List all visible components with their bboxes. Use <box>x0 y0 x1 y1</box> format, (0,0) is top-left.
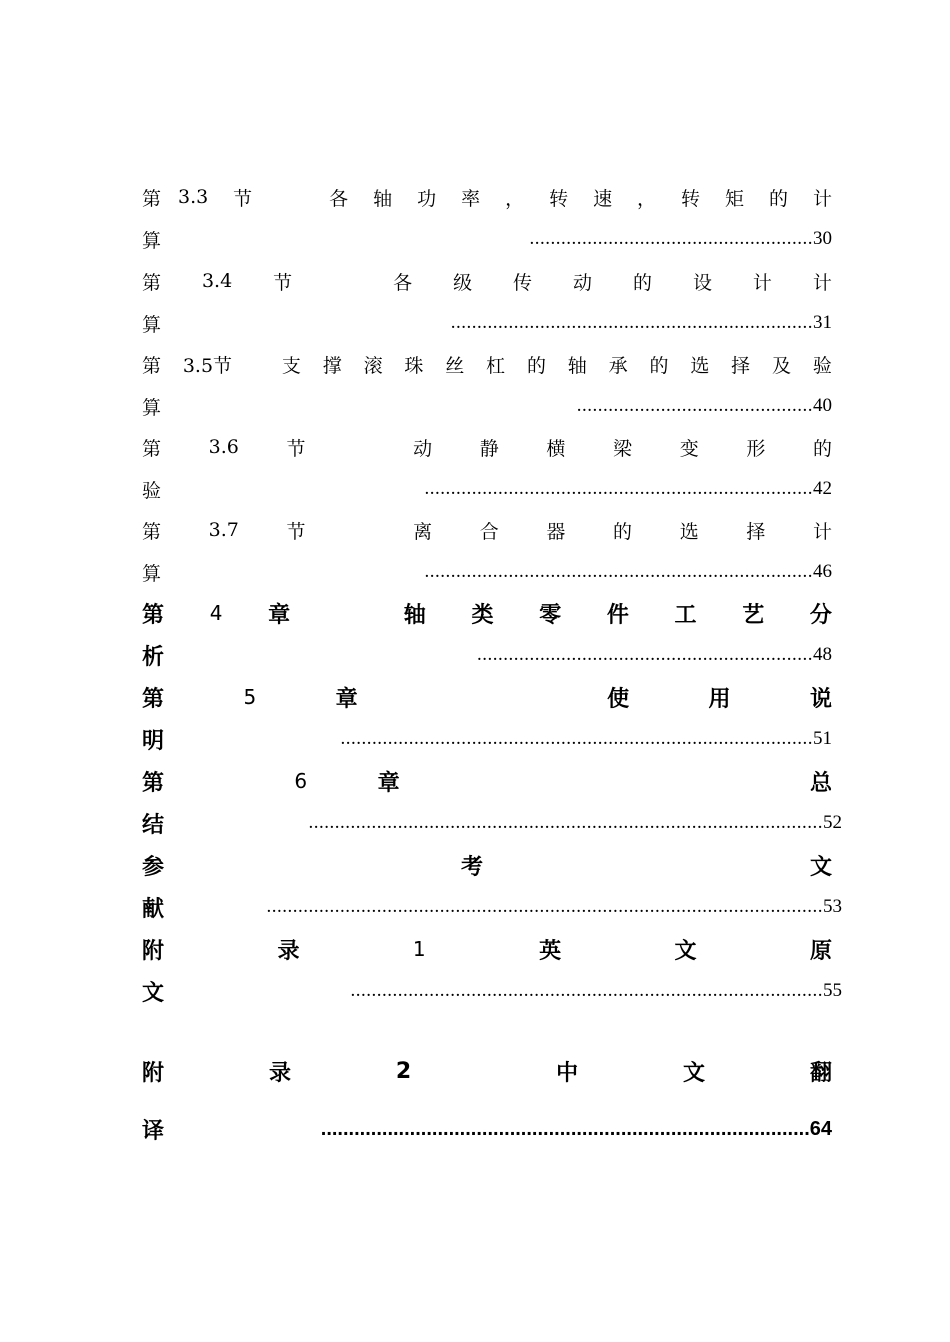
toc-entry-leader-line <box>142 634 832 676</box>
appendix-number: 2 <box>395 1058 412 1084</box>
title-char: 传 <box>513 271 533 294</box>
title-char: 第 <box>142 187 162 210</box>
leader <box>267 896 843 918</box>
title-char: 分 <box>809 602 832 628</box>
section-number: 3.3 <box>177 186 209 208</box>
title-char: 离 <box>413 520 433 543</box>
leader <box>577 395 832 417</box>
chapter-number: 6 <box>294 769 308 793</box>
title-char: 中 <box>556 1060 579 1086</box>
title-char: 艺 <box>742 602 765 628</box>
toc-entry <box>142 260 832 344</box>
title-char: 附 <box>142 938 165 964</box>
title-char: 文 <box>142 980 165 1006</box>
title-char: 各 <box>329 187 349 210</box>
toc-entry-title <box>142 760 832 802</box>
leader <box>425 561 833 583</box>
title-char: 第 <box>142 770 165 796</box>
toc-entry <box>142 676 832 760</box>
title-char: 静 <box>479 437 499 460</box>
page-number: 52 <box>823 812 842 833</box>
title-char: 附 <box>142 1060 165 1086</box>
leader <box>477 644 832 666</box>
toc-entry-title <box>142 592 832 634</box>
title-char: 原 <box>809 938 832 964</box>
leader <box>425 478 833 500</box>
title-char: 丝 <box>445 354 465 377</box>
title-char: 算 <box>142 396 162 419</box>
title-char: 节 <box>233 187 253 210</box>
title-char: 支 <box>281 354 301 377</box>
title-char: 章 <box>335 686 358 712</box>
title-char: 翻 <box>809 1060 832 1086</box>
leader <box>530 228 833 250</box>
toc-entry-leader-line <box>142 302 832 344</box>
dot-leader: .......................................................................... <box>424 561 813 582</box>
title-char: 第 <box>142 520 162 543</box>
toc-entry <box>142 176 832 260</box>
title-char: 轴 <box>403 602 426 628</box>
title-char: 转 <box>549 187 569 210</box>
dot-leader: ................................................................ <box>477 644 813 665</box>
title-char: 说 <box>809 686 832 712</box>
title-char: 算 <box>142 562 162 585</box>
dot-leader: .................................................................................................. <box>308 812 823 833</box>
page-number: 64 <box>809 1117 832 1140</box>
page-number: 55 <box>823 980 842 1001</box>
title-char: 变 <box>679 437 699 460</box>
title-char: 算 <box>142 313 162 336</box>
title-char: 算 <box>142 229 162 252</box>
dot-leader: ..................................................................... <box>450 312 813 333</box>
toc-entry <box>142 844 842 928</box>
toc-entry-leader-line <box>142 886 842 928</box>
title-char: 的 <box>812 437 832 460</box>
dot-leader: ...................................................... <box>529 228 813 249</box>
dot-leader: ........................................................................................ <box>320 1117 810 1140</box>
page-number: 31 <box>813 312 832 333</box>
title-char: 率 <box>461 187 481 210</box>
title-char: 析 <box>142 644 165 670</box>
title-char: 第 <box>142 437 162 460</box>
toc-entry <box>142 426 832 510</box>
title-char: 计 <box>812 187 832 210</box>
title-char: 参 <box>142 854 165 880</box>
title-char: 轴 <box>567 354 587 377</box>
title-char: 计 <box>812 271 832 294</box>
title-char: 的 <box>632 271 652 294</box>
title-char: 择 <box>746 520 766 543</box>
dot-leader: .......................................................................................... <box>340 728 813 749</box>
title-char: 级 <box>453 271 473 294</box>
toc-entry <box>142 343 832 427</box>
title-char: 类 <box>471 602 494 628</box>
title-char: 文 <box>674 938 697 964</box>
title-char: 文 <box>809 854 832 880</box>
chapter-number: 4 <box>209 601 223 625</box>
toc-entry-leader-line <box>142 551 832 593</box>
toc-entry-leader-line <box>142 802 842 844</box>
title-char: 动 <box>573 271 593 294</box>
title-char: ， <box>637 187 657 210</box>
dot-leader: .......................................................................... <box>424 478 813 499</box>
title-char: 零 <box>539 602 562 628</box>
title-char: 及 <box>772 354 792 377</box>
dot-leader: .......................................................................................... <box>350 980 823 1001</box>
title-char: 录 <box>268 1060 291 1086</box>
toc-entry-title <box>142 928 832 970</box>
toc-entry-title <box>142 176 832 218</box>
dot-leader: ............................................. <box>576 395 813 416</box>
title-char: 珠 <box>404 354 424 377</box>
title-char: 合 <box>479 520 499 543</box>
title-char: 结 <box>142 812 165 838</box>
title-char: 承 <box>608 354 628 377</box>
title-char: 节 <box>286 437 306 460</box>
dot-leader: .......................................................................................................... <box>266 896 823 917</box>
title-char: 选 <box>679 520 699 543</box>
toc-entry <box>142 509 832 593</box>
title-char: 动 <box>413 437 433 460</box>
section-number: 3.6 <box>208 436 239 458</box>
title-char: 择 <box>731 354 751 377</box>
title-char: 总 <box>809 770 832 796</box>
leader <box>351 980 843 1002</box>
page-number: 30 <box>813 228 832 249</box>
appendix-number: 1 <box>412 937 426 961</box>
title-char: 章 <box>377 770 400 796</box>
title-char: 轴 <box>373 187 393 210</box>
page-number: 46 <box>813 561 832 582</box>
toc-entry-title <box>142 844 832 886</box>
section-number: 3.7 <box>208 519 239 541</box>
title-char: 功 <box>417 187 437 210</box>
title-char: 计 <box>812 520 832 543</box>
title-char: 考 <box>460 854 483 880</box>
title-char: 的 <box>769 187 789 210</box>
title-char: 横 <box>546 437 566 460</box>
title-char: 梁 <box>613 437 633 460</box>
title-char: 件 <box>606 602 629 628</box>
leader <box>451 312 832 334</box>
title-char: 的 <box>613 520 633 543</box>
title-char: 验 <box>812 354 832 377</box>
title-char: 撑 <box>322 354 342 377</box>
title-char: 第 <box>142 602 165 628</box>
title-char: 的 <box>526 354 546 377</box>
toc-entry <box>142 760 842 844</box>
title-char: 明 <box>142 728 165 754</box>
title-char: 第 <box>142 271 162 294</box>
title-char: 验 <box>142 479 162 502</box>
title-char: 章 <box>268 602 291 628</box>
title-char: 文 <box>683 1060 706 1086</box>
toc-entry-title <box>142 509 832 551</box>
title-char: 节 <box>273 271 293 294</box>
chapter-number: 5 <box>243 685 257 709</box>
title-char: ， <box>505 187 525 210</box>
title-char: 各 <box>393 271 413 294</box>
title-char: 第 <box>142 686 165 712</box>
title-char: 滚 <box>363 354 383 377</box>
title-char: 选 <box>690 354 710 377</box>
title-char: 献 <box>142 896 165 922</box>
page-number: 51 <box>813 728 832 749</box>
section-number: 3.5节 <box>182 354 233 377</box>
title-char: 使 <box>607 686 630 712</box>
title-char: 设 <box>692 271 712 294</box>
toc-entry-title <box>142 426 832 468</box>
toc-entry-leader-line <box>142 468 832 510</box>
title-char: 速 <box>593 187 613 210</box>
toc-entry-title <box>142 260 832 302</box>
toc-entry <box>142 592 832 676</box>
toc-entry <box>142 928 842 1012</box>
title-char: 杠 <box>486 354 506 377</box>
leader <box>341 728 833 750</box>
title-char: 工 <box>674 602 697 628</box>
title-char: 节 <box>286 520 306 543</box>
toc-entry-title <box>142 343 832 385</box>
page-number: 40 <box>813 395 832 416</box>
toc-entry <box>142 1042 832 1158</box>
leader <box>309 812 843 834</box>
toc-entry-leader-line <box>142 970 842 1012</box>
title-char: 第 <box>142 354 162 377</box>
title-char: 译 <box>142 1118 165 1144</box>
toc-entry-leader-line <box>142 385 832 427</box>
title-char: 录 <box>277 938 300 964</box>
title-char: 矩 <box>725 187 745 210</box>
title-char: 的 <box>649 354 669 377</box>
toc-entry-leader-line <box>142 718 832 760</box>
title-char: 器 <box>546 520 566 543</box>
toc-entry-leader-line <box>142 1100 832 1158</box>
title-char: 用 <box>708 686 731 712</box>
section-number: 3.4 <box>201 270 233 292</box>
title-char: 计 <box>752 271 772 294</box>
page-number: 42 <box>813 478 832 499</box>
toc-entry-title <box>142 676 832 718</box>
leader <box>321 1118 832 1141</box>
title-char: 英 <box>539 938 562 964</box>
title-char: 转 <box>681 187 701 210</box>
toc-entry-title <box>142 1042 832 1100</box>
page-number: 53 <box>823 896 842 917</box>
title-char: 形 <box>746 437 766 460</box>
toc-entry-leader-line <box>142 218 832 260</box>
page-number: 48 <box>813 644 832 665</box>
